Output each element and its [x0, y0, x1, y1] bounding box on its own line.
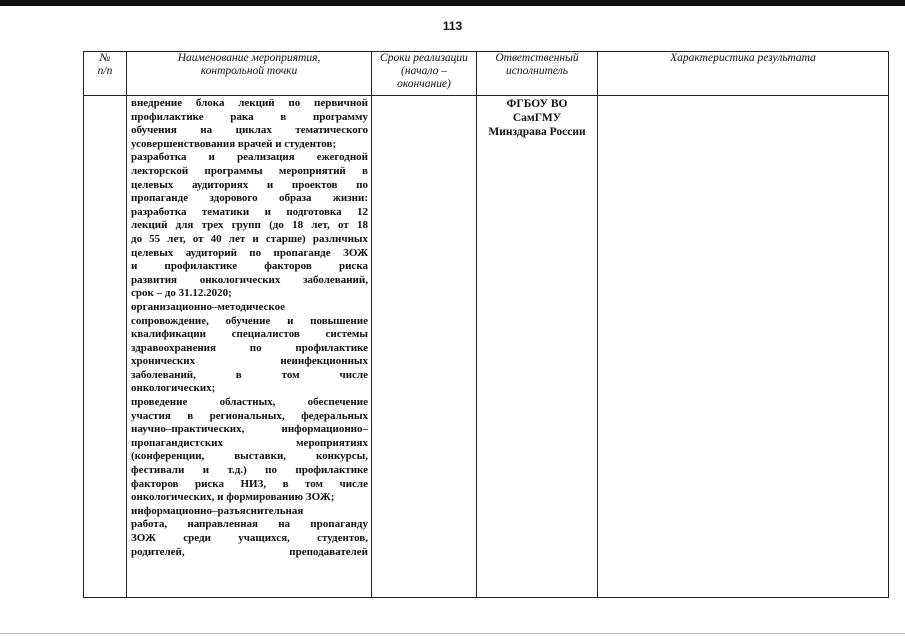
header-name: [127, 52, 372, 96]
row-number-cell: [84, 96, 127, 598]
description-line: онкологических, и формированию ЗОЖ;: [131, 491, 335, 504]
row-description-cell: [127, 96, 372, 598]
header-result-line: Характеристика результата: [670, 52, 816, 64]
table-row: [84, 96, 889, 598]
description-line: внедрение блока лекций по первичной: [131, 97, 368, 109]
description-line: сопровождение, обучение и повышение: [131, 314, 368, 327]
description-line: обучения на циклах тематического: [131, 124, 368, 137]
description-line: лекций для трех групп (до 18 лет, от 18: [131, 219, 368, 232]
header-responsible: [477, 52, 598, 96]
description-line: онкологических;: [131, 382, 216, 395]
description-line: факторов риска НИЗ, в том числе: [131, 477, 368, 490]
top-rule: [0, 0, 905, 6]
plan-table: [83, 51, 889, 598]
description-line: лекторской программы мероприятий в: [131, 164, 368, 177]
description-line: целевых аудиториях и проектов по: [131, 178, 368, 191]
description-line: до 55 лет, от 40 лет и старше) различных: [131, 232, 368, 245]
description-line: ЗОЖ среди учащихся, студентов,: [131, 532, 368, 544]
description-line: организационно–методическое: [131, 300, 285, 313]
row-responsible-cell: [477, 96, 598, 598]
description-line: фестивали и т.д.) по профилактике: [131, 464, 368, 477]
table-header-row: [84, 52, 889, 96]
row-description: [131, 97, 368, 559]
header-terms-line: (начало –: [401, 65, 447, 77]
description-line: квалификации специалистов системы: [131, 328, 368, 341]
responsible-line: ФГБОУ ВО: [506, 98, 568, 110]
responsible-line: СамГМУ: [512, 112, 562, 124]
header-name-line: контрольной точки: [200, 65, 298, 77]
description-line: целевых аудиторий по пропаганде ЗОЖ: [131, 246, 368, 259]
description-line: информационно–разъяснительная: [131, 504, 304, 517]
description-line: развития онкологических заболеваний,: [131, 273, 368, 286]
header-terms-line: окончание): [397, 78, 451, 90]
description-line: разработка и реализация ежегодной: [131, 151, 368, 164]
bottom-rule: [0, 633, 905, 634]
description-line: работа, направленная на пропаганду: [131, 518, 368, 531]
description-line: заболеваний, в том числе: [131, 368, 368, 381]
header-number-line: п/п: [97, 65, 113, 77]
description-line: пропаганде здорового образа жизни:: [131, 192, 368, 205]
description-line: участия в региональных, федеральных: [131, 409, 368, 422]
row-result-cell: [598, 96, 889, 598]
description-line: хронических неинфекционных: [131, 355, 368, 368]
description-line: и профилактике факторов риска: [131, 260, 368, 273]
description-line: разработка тематики и подготовка 12: [131, 205, 368, 218]
header-terms-line: Сроки реализации: [380, 52, 468, 64]
responsible-line: Минздрава России: [488, 126, 586, 138]
description-line: усовершенствования врачей и студентов;: [131, 137, 337, 150]
header-responsible-line: исполнитель: [506, 65, 568, 77]
row-responsible: [477, 96, 597, 139]
header-number-line: №: [99, 52, 111, 64]
description-line: проведение областных, обеспечение: [131, 396, 368, 409]
header-number: [84, 52, 127, 96]
header-responsible-line: Ответственный: [495, 52, 579, 64]
row-terms-cell: [372, 96, 477, 598]
description-line: срок – до 31.12.2020;: [131, 287, 232, 300]
description-line: здравоохранения по профилактике: [131, 341, 368, 354]
description-line: научно–практических, информационно–: [131, 423, 368, 436]
page-number: 113: [442, 19, 463, 33]
description-line: пропагандистских мероприятиях: [131, 436, 368, 449]
header-result: [598, 52, 889, 96]
description-line: профилактике рака в программу: [131, 110, 368, 123]
description-line: родителей, преподавателей: [131, 545, 368, 558]
header-name-line: Наименование мероприятия,: [177, 52, 321, 64]
header-terms: [372, 52, 477, 96]
description-line: (конференции, выставки, конкурсы,: [131, 450, 368, 463]
